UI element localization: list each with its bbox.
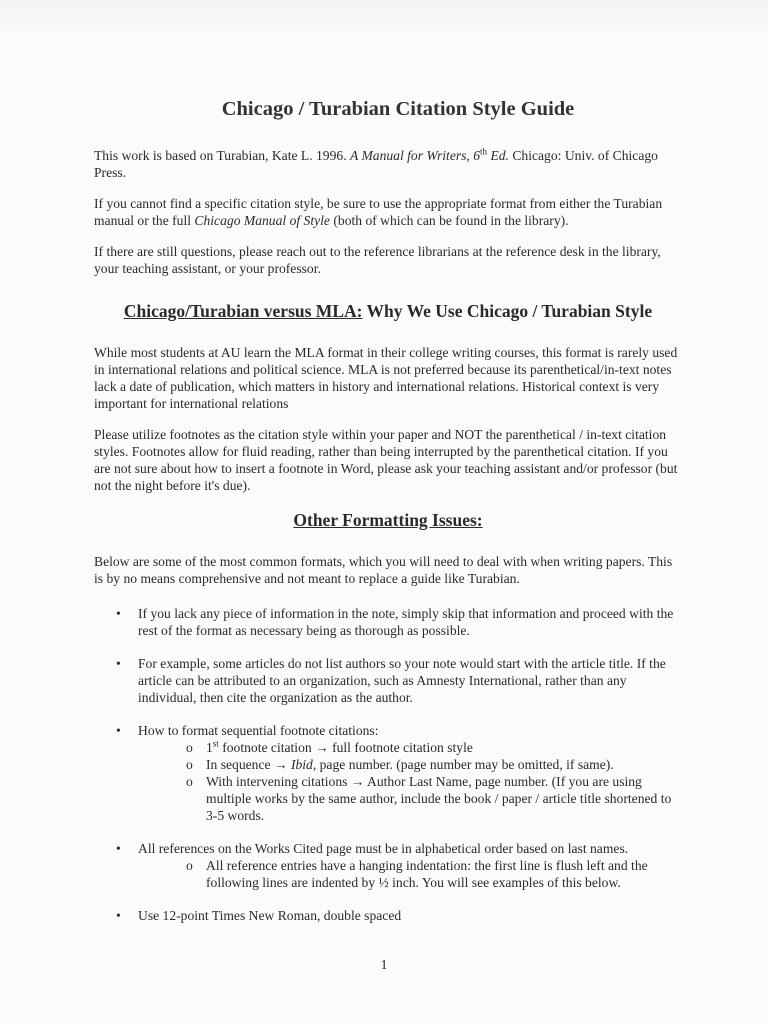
heading-underlined: Chicago/Turabian versus MLA: [123, 301, 363, 321]
text: page number. (page number may be omitted, if same). [316, 757, 614, 772]
list-item-text: All references on the Works Cited page must be in alphabetical order based on last names. [138, 841, 629, 856]
text: footnote citation → full footnote citation style [218, 740, 473, 755]
ibid: Ibid, [290, 757, 317, 772]
text: With intervening citations → Author Last Name, page number. (If you are using multiple works by the same author, include the book / paper / article title shortened to 3-5 words. [206, 774, 672, 823]
list-item-text: If you lack any piece of information in the note, simply skip that information and proceed with the rest of the format as necessary being as thorough as possible. [138, 606, 674, 638]
sub-list [138, 857, 682, 891]
text: 1 [206, 740, 213, 755]
list-item [94, 840, 682, 891]
text: If you cannot find a specific citation style, be sure to use the appropriate format from either the Turabian manual or the full [94, 196, 663, 228]
intro-paragraph-source [94, 147, 682, 181]
list-item [94, 907, 682, 924]
edition: Ed. [487, 148, 509, 163]
text: (both of which can be found in the library). [329, 213, 569, 228]
superscript: th [480, 146, 488, 157]
list-item [94, 605, 682, 639]
section-heading-mla [94, 301, 682, 322]
bullet-icon: • [116, 908, 121, 923]
list-item [94, 655, 682, 706]
text: This work is based on Turabian, Kate L. 1996. [94, 148, 350, 163]
section-heading-formatting [94, 510, 682, 531]
text: Chicago: Univ. of Chicago Press. [94, 148, 658, 180]
list-item-text: Use 12-point Times New Roman, double spaced [138, 908, 402, 923]
intro-paragraph-manual [94, 195, 682, 229]
bullet-icon: • [116, 656, 121, 671]
circle-bullet-icon: o [186, 774, 193, 789]
sub-list-item [186, 773, 682, 824]
bullet-icon: • [116, 606, 121, 621]
sub-list-item [186, 857, 682, 891]
formatting-list [94, 605, 682, 924]
list-item-text: For example, some articles do not list authors so your note would start with the article title. If the article can be attributed to an organization, such as Amnesty International, rather than any individual, then cite the organization as the author. [138, 656, 666, 705]
circle-bullet-icon: o [186, 757, 193, 772]
bullet-icon: • [116, 723, 121, 738]
heading-rest: Why We Use Chicago / Turabian Style [362, 301, 653, 321]
sub-list-item [186, 739, 682, 756]
sub-list [138, 739, 682, 824]
intro-paragraph-questions: If there are still questions, please reach out to the reference librarians at the reference desk in the library, your teaching assistant, or your professor. [94, 244, 661, 276]
list-item [94, 722, 682, 824]
mla-paragraph: While most students at AU learn the MLA format in their college writing courses, this format is rarely used in international relations and political science. MLA is not preferred because its parenthetical/in-text notes lack a date of publication, which matters in history and international relations. Historical context is very important for international relations [94, 345, 678, 411]
bullet-icon: • [116, 841, 121, 856]
footnotes-paragraph: Please utilize footnotes as the citation style within your paper and NOT the parenthetical / in-text citation styles. Footnotes allow for fluid reading, rather than being interrupted by the parenthetical citation. If you are not sure about how to insert a footnote in Word, please ask your teaching assistant and/or professor (but not the night before it's due). [94, 427, 678, 493]
text: All reference entries have a hanging indentation: the first line is flush left and the following lines are indented by ½ inch. You will see examples of this below. [206, 858, 648, 890]
list-item-text: How to format sequential footnote citations: [138, 723, 379, 738]
heading-underlined: Other Formatting Issues: [293, 510, 483, 530]
manual-title: Chicago Manual of Style [194, 213, 330, 228]
circle-bullet-icon: o [186, 740, 193, 755]
document-title: Chicago / Turabian Citation Style Guide [221, 98, 575, 120]
page-number: 1 [380, 958, 388, 973]
sub-list-item [186, 756, 682, 773]
circle-bullet-icon: o [186, 858, 193, 873]
text: In sequence → [206, 757, 291, 772]
book-title: A Manual for Writers, 6 [350, 148, 481, 163]
superscript: st [212, 738, 219, 749]
formatting-intro: Below are some of the most common formats, which you will need to deal with when writing papers. This is by no means comprehensive and not meant to replace a guide like Turabian. [94, 554, 673, 586]
